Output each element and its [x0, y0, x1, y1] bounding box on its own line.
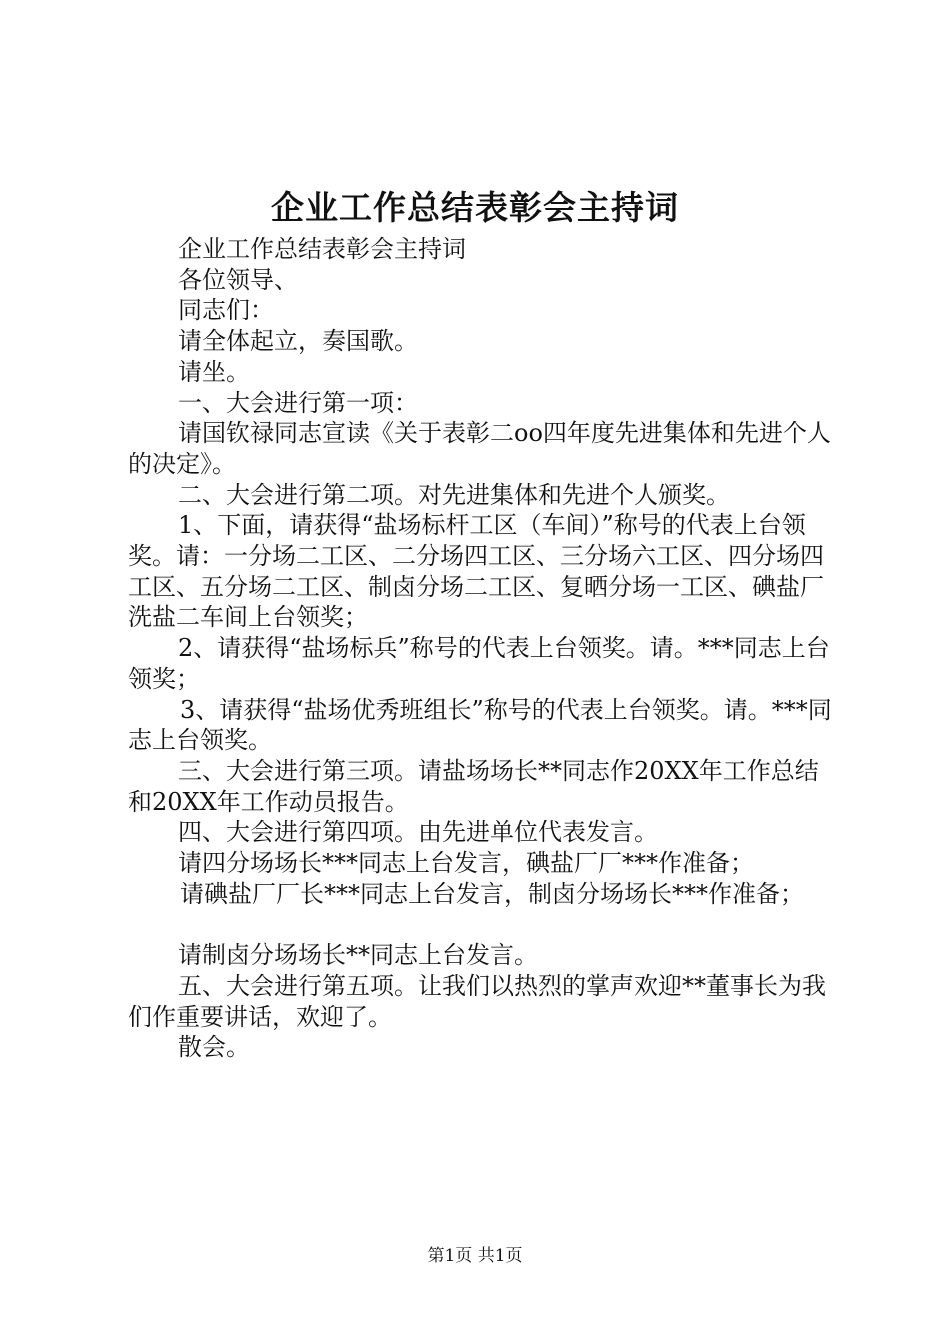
paragraph-greeting-leaders: 各位领导、: [178, 265, 298, 294]
paragraph-item-four: 四、大会进行第四项。由先进单位代表发言。: [178, 818, 658, 847]
paragraph-award-model-workers: 2、请获得“盐场标兵”称号的代表上台领奖。请。***同志上台领奖；: [128, 634, 830, 693]
paragraph-anthem: 请全体起立，奏国歌。: [178, 327, 418, 356]
paragraph-item-one: 一、大会进行第一项：: [178, 388, 418, 417]
paragraph-speaker-three: 请制卤分场场长**同志上台发言。: [178, 941, 538, 970]
paragraph-be-seated: 请坐。: [178, 357, 250, 386]
paragraph-heading: 企业工作总结表彰会主持词: [178, 235, 466, 263]
page-title: 企业工作总结表彰会主持词: [271, 188, 679, 227]
paragraph-award-team-leaders: 3、请获得“盐场优秀班组长”称号的代表上台领奖。请。***同志上台领奖。: [128, 695, 832, 755]
paragraph-greeting-comrades: 同志们：: [178, 296, 274, 325]
page-footer: 第1页 共1页: [427, 1246, 523, 1266]
paragraph-adjourn: 散会。: [178, 1033, 250, 1062]
blank-line: [128, 909, 832, 940]
paragraph-item-three: 三、大会进行第三项。请盐场场长**同志作20XX年工作总结和20XX年工作动员报告。: [128, 756, 819, 816]
document-body: [128, 234, 832, 1063]
paragraph-decision-reading: 请国钦禄同志宣读《关于表彰二oo四年度先进集体和先进个人的决定》。: [128, 419, 831, 478]
paragraph-item-five: 五、大会进行第五项。让我们以热烈的掌声欢迎**董事长为我们作重要讲话，欢迎了。: [128, 971, 826, 1031]
paragraph-award-units: 1、下面，请获得“盐场标杆工区（车间）”称号的代表上台领奖。请：一分场二工区、二分场四工区、三分场六工区、四分场四工区、五分场二工区、制卤分场二工区、复晒分场一工区、碘盐厂洗盐二车间上台领奖；: [128, 511, 824, 632]
paragraph-speaker-two: 请碘盐厂厂长***同志上台发言，制卤分场场长***作准备；: [180, 879, 804, 908]
paragraph-item-two: 二、大会进行第二项。对先进集体和先进个人颁奖。: [178, 480, 730, 509]
paragraph-speaker-one: 请四分场场长***同志上台发言，碘盐厂厂***作准备；: [178, 849, 754, 878]
